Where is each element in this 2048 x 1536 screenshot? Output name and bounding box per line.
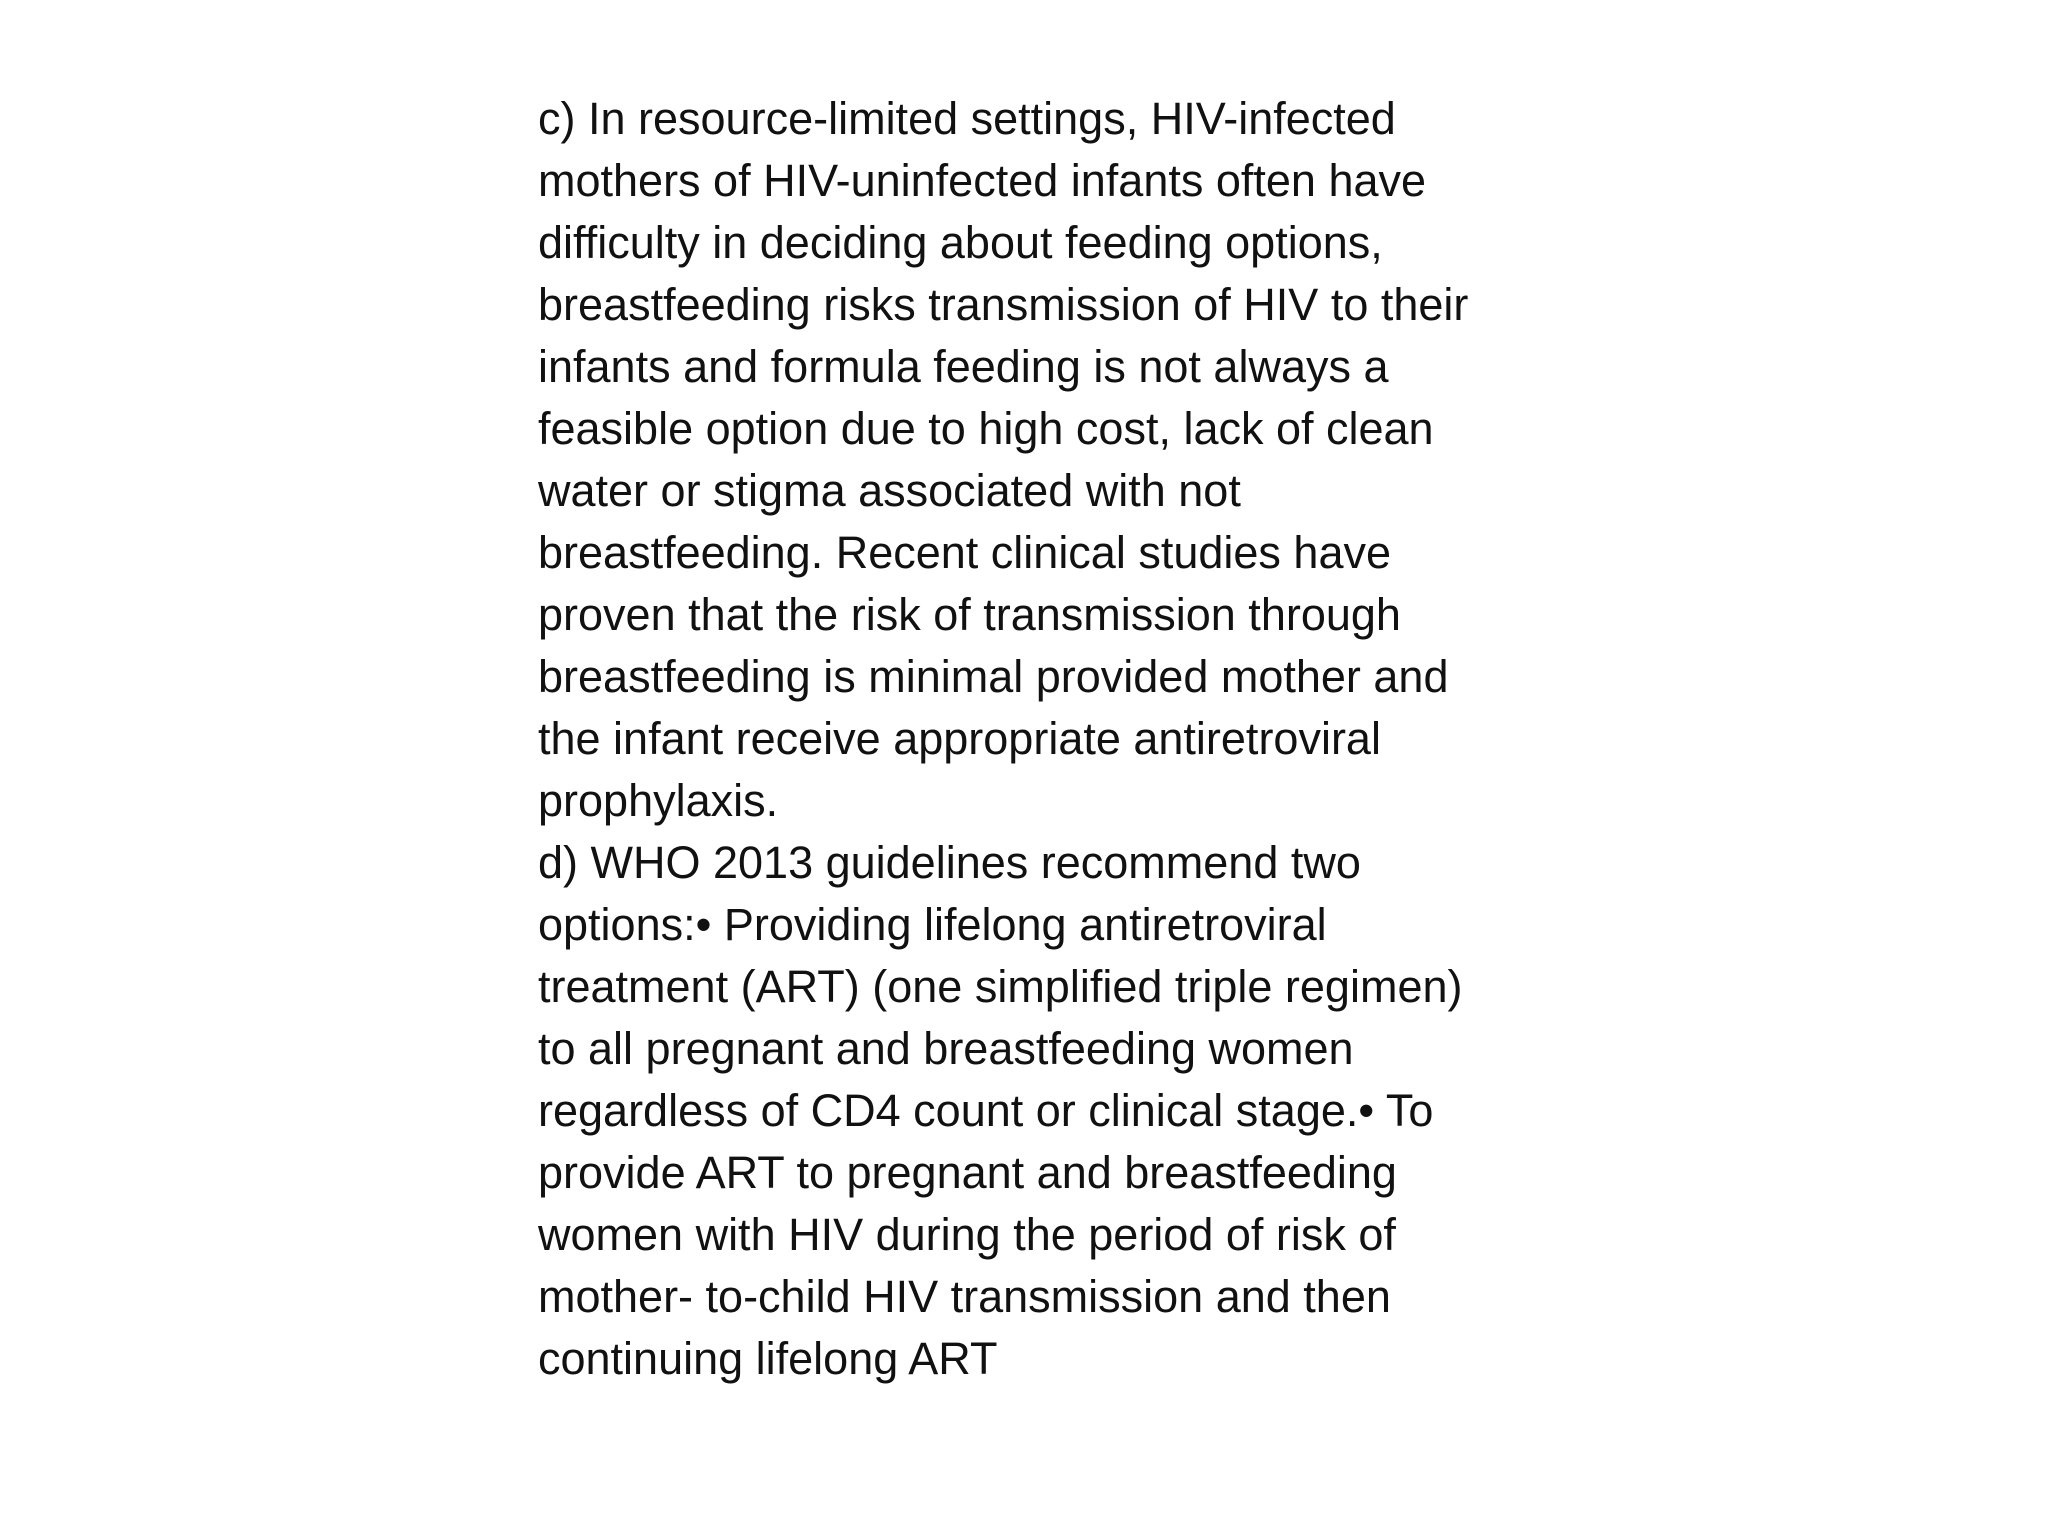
text-line: breastfeeding. Recent clinical studies have — [538, 527, 1392, 578]
text-line: mother- to-child HIV transmission and then — [538, 1271, 1391, 1322]
text-line: c) In resource-limited settings, HIV-infected — [538, 93, 1396, 144]
text-line: infants and formula feeding is not always a — [538, 341, 1389, 392]
text-line: provide ART to pregnant and breastfeeding — [538, 1147, 1397, 1198]
text-line: water or stigma associated with not — [538, 465, 1241, 516]
text-line: regardless of CD4 count or clinical stage.• To — [538, 1085, 1434, 1136]
text-line: prophylaxis. — [538, 775, 779, 826]
text-line: options:• Providing lifelong antiretroviral — [538, 899, 1327, 950]
text-line: continuing lifelong ART — [538, 1333, 998, 1384]
text-line: to all pregnant and breastfeeding women — [538, 1023, 1354, 1074]
text-line: the infant receive appropriate antiretroviral — [538, 713, 1381, 764]
text-line: breastfeeding risks transmission of HIV to their — [538, 279, 1469, 330]
text-line: difficulty in deciding about feeding options, — [538, 217, 1383, 268]
text-line: d) WHO 2013 guidelines recommend two — [538, 837, 1361, 888]
text-line: mothers of HIV-uninfected infants often have — [538, 155, 1427, 206]
body-text — [538, 88, 1578, 1390]
text-line: feasible option due to high cost, lack of clean — [538, 403, 1434, 454]
text-line: breastfeeding is minimal provided mother and — [538, 651, 1449, 702]
text-line: women with HIV during the period of risk of — [538, 1209, 1396, 1260]
text-line: treatment (ART) (one simplified triple regimen) — [538, 961, 1463, 1012]
text-line: proven that the risk of transmission through — [538, 589, 1401, 640]
